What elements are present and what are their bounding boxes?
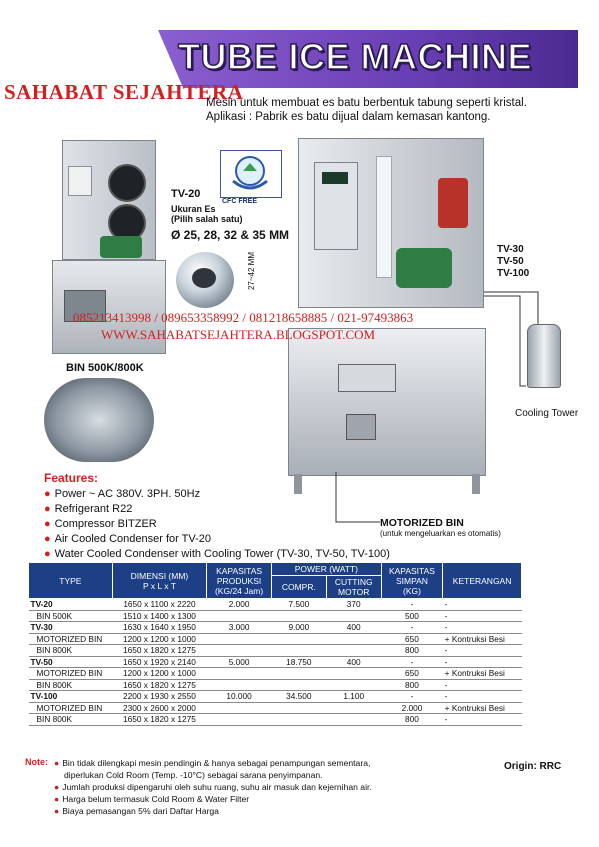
table-cell: 800 [381,714,442,726]
col-type: TYPE [29,563,113,599]
col-dimension: DIMENSI (MM) P x L x T [112,563,206,599]
ice-size-title: Ukuran Es [171,204,216,214]
cell-type: MOTORIZED BIN [29,702,113,714]
table-cell: 1650 x 1820 x 1275 [112,679,206,691]
phone-numbers: 085213413998 / 089653358992 / 081218658885 / 021-97493863 [73,310,414,325]
table-cell [326,633,381,645]
cell-type: BIN 800K [29,714,113,726]
table-cell [326,668,381,680]
red-tank [438,178,468,228]
page-title: TUBE ICE MACHINE [178,36,533,77]
table-cell: - [443,645,522,657]
table-cell: - [381,599,442,611]
table-cell: 800 [381,679,442,691]
table-cell: 500 [381,610,442,622]
table-cell [326,702,381,714]
table-cell: 10.000 [207,691,272,703]
cell-type: BIN 800K [29,645,113,657]
table-cell: + Kontruksi Besi [443,633,522,645]
table-cell: 2200 x 1930 x 2550 [112,691,206,703]
spec-table [28,562,522,726]
table-cell [272,633,327,645]
table-cell: 1650 x 1100 x 2220 [112,599,206,611]
table-cell [326,610,381,622]
feature-item: ● Power ~ AC 380V. 3PH. 50Hz [44,488,201,500]
table-cell: 800 [381,645,442,657]
table-cell: 7.500 [272,599,327,611]
cell-type: TV-50 [29,656,113,668]
col-notes: KETERANGAN [443,563,522,599]
note-item: ● Harga belum termasuk Cold Room & Water Filter [54,794,250,804]
table-cell: 1.100 [326,691,381,703]
origin-label: Origin: RRC [504,761,562,772]
callout-line [330,470,390,530]
col-capacity: KAPASITAS PRODUKSI (KG/24 Jam) [207,563,272,599]
note-item: ● Jumlah produksi dipengaruhi oleh suhu ruang, suhu air masuk dan kejernihan air. [54,782,372,792]
description [206,96,527,124]
table-row [29,668,522,680]
table-cell: 650 [381,668,442,680]
table-row [29,610,522,622]
model-tv50: TV-50 [497,256,524,267]
table-cell: 3.000 [207,622,272,634]
bin-label: BIN 500K/800K [66,362,144,374]
cell-type: BIN 800K [29,679,113,691]
table-row [29,645,522,657]
display-panel [322,172,348,184]
feature-item: ● Refrigerant R22 [44,503,133,515]
col-cutting-motor: CUTTING MOTOR [326,576,381,599]
model-tv20-label: TV-20 [171,188,201,200]
ice-length-range: 27~42 MM [247,252,256,291]
col-storage: KAPASITAS SIMPAN (KG) [381,563,442,599]
table-cell [272,714,327,726]
table-cell: 1510 x 1400 x 1300 [112,610,206,622]
table-cell [326,679,381,691]
description-line-2: Aplikasi : Pabrik es batu dijual dalam kemasan kantong. [206,111,491,123]
support-frame [472,474,480,494]
table-cell [272,645,327,657]
table-cell: - [443,679,522,691]
ice-closeup-photo [44,378,154,462]
ice-size-choice: (Pilih salah satu) [171,214,243,224]
note-item: ● Bin tidak dilengkapi mesin pendingin & hanya sebagai penampungan sementara, [54,758,371,768]
table-cell: - [443,622,522,634]
table-row [29,679,522,691]
brand-name: SAHABAT SEJAHTERA [4,80,244,104]
table-cell: 2.000 [207,599,272,611]
table-cell: 34.500 [272,691,327,703]
description-line-1: Mesin untuk membuat es batu berbentuk tabung seperti kristal. [206,97,527,109]
bin-door [338,364,396,392]
storage-bin [288,328,486,476]
table-row [29,656,522,668]
tube-ice-hole [192,268,216,288]
table-cell [272,679,327,691]
cell-type: MOTORIZED BIN [29,668,113,680]
table-cell: - [443,656,522,668]
model-list [497,244,529,280]
table-cell [272,702,327,714]
table-cell: 1650 x 1920 x 2140 [112,656,206,668]
cfc-free-logo [220,150,282,198]
table-cell: 9.000 [272,622,327,634]
cooling-tower-label: Cooling Tower [515,408,579,419]
table-row [29,714,522,726]
control-panel [68,166,92,196]
table-cell: 370 [326,599,381,611]
table-cell: 1650 x 1820 x 1275 [112,714,206,726]
col-power: POWER (WATT) [272,563,382,576]
table-cell [272,610,327,622]
table-cell: 1630 x 1640 x 1950 [112,622,206,634]
note-item: diperlukan Cold Room (Temp. -10°C) sebagai sarana penyimpanan. [64,770,323,780]
note-item: ● Biaya pemasangan 5% dari Daftar Harga [54,806,219,816]
motorized-bin-label: MOTORIZED BIN [380,517,464,529]
table-cell: - [443,610,522,622]
table-cell [207,679,272,691]
table-cell [272,668,327,680]
table-cell: 5.000 [207,656,272,668]
cell-type: BIN 500K [29,610,113,622]
table-cell [326,714,381,726]
table-cell [207,668,272,680]
ice-sizes: Ø 25, 28, 32 & 35 MM [171,228,290,242]
cell-type: TV-100 [29,691,113,703]
table-row [29,633,522,645]
table-row [29,691,522,703]
table-cell: 2300 x 2600 x 2000 [112,702,206,714]
cell-type: TV-30 [29,622,113,634]
table-cell: - [443,599,522,611]
ice-size-label [171,204,243,224]
table-cell: 400 [326,656,381,668]
table-cell: - [443,691,522,703]
table-cell: 1200 x 1200 x 1000 [112,633,206,645]
table-row [29,622,522,634]
table-cell: 400 [326,622,381,634]
table-cell: + Kontruksi Besi [443,702,522,714]
model-tv30: TV-30 [497,244,524,255]
table-cell [207,714,272,726]
cooling-tower-image [527,324,561,388]
evaporator-tube [376,156,392,278]
model-tv100: TV-100 [497,268,530,279]
table-cell: - [381,656,442,668]
table-cell: 1650 x 1820 x 1275 [112,645,206,657]
motor-box [346,414,376,440]
table-cell: 1200 x 1200 x 1000 [112,668,206,680]
table-cell: - [381,691,442,703]
table-cell: - [443,714,522,726]
table-row [29,599,522,611]
compressor [100,236,142,258]
motorized-bin-desc: (untuk mengeluarkan es otomatis) [380,529,501,538]
table-cell [207,633,272,645]
compressor [396,248,452,288]
support-frame [294,474,302,494]
table-cell [207,610,272,622]
table-cell: 18.750 [272,656,327,668]
features-title: Features: [44,471,99,485]
feature-item: ● Air Cooled Condenser for TV-20 [44,533,211,545]
note-label: Note: [25,757,48,767]
table-cell [207,702,272,714]
table-cell: 650 [381,633,442,645]
website: WWW.SAHABATSEJAHTERA.BLOGSPOT.COM [101,327,376,342]
table-cell [326,645,381,657]
cell-type: MOTORIZED BIN [29,633,113,645]
cell-type: TV-20 [29,599,113,611]
table-row [29,702,522,714]
feature-item: ● Water Cooled Condenser with Cooling Tower (TV-30, TV-50, TV-100) [44,548,390,560]
table-cell: + Kontruksi Besi [443,668,522,680]
table-cell: - [381,622,442,634]
table-cell [207,645,272,657]
cfc-label: CFC FREE [222,198,257,205]
col-compressor: COMPR. [272,576,327,599]
feature-item: ● Compressor BITZER [44,518,157,530]
table-cell: 2.000 [381,702,442,714]
fan-icon [108,164,146,202]
